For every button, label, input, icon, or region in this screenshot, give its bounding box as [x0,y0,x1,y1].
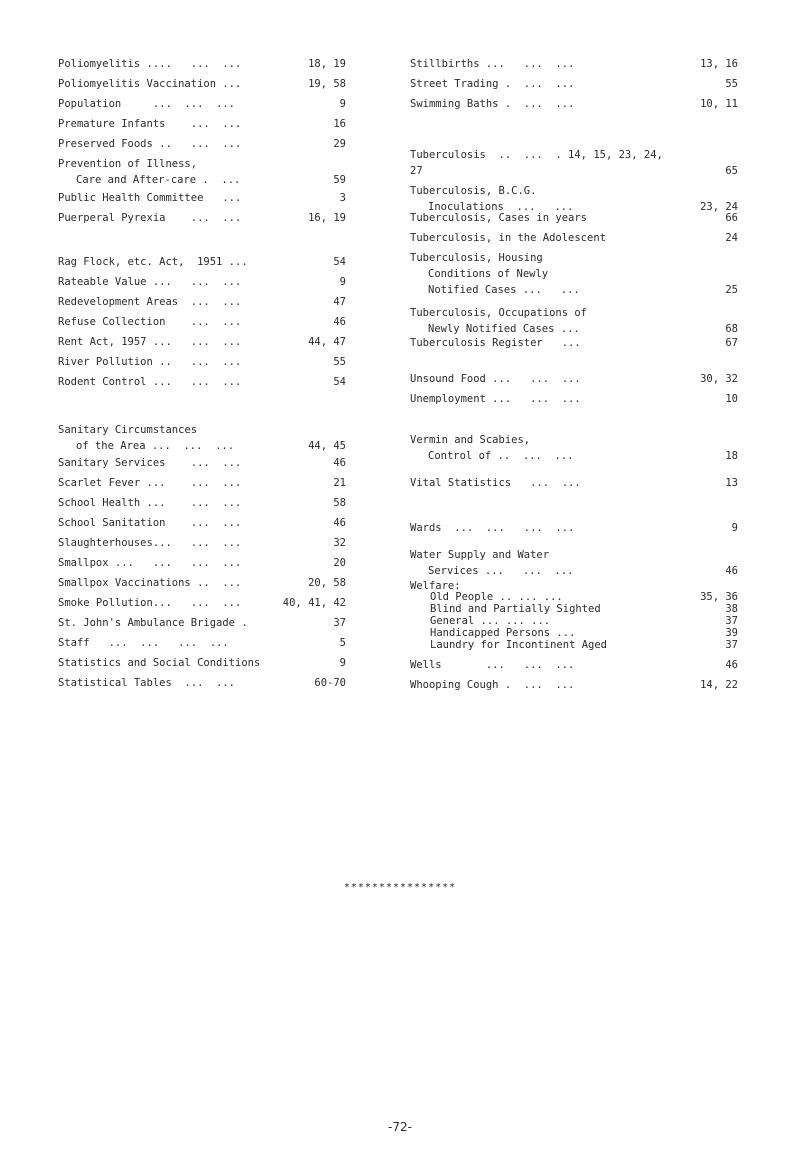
entry-term: Statistics and Social Conditions [58,657,261,669]
entry-pages: 13, 16 [700,58,738,70]
entry-pages: 37 [333,617,346,629]
entry-term: Smallpox ... ... ... ... [58,557,242,569]
index-entry [58,455,346,471]
entry-pages: 39 [725,627,738,639]
entry-pages: 10 [725,393,738,405]
entry-term: Swimming Baths . ... ... [410,98,575,110]
entry-pages: 5 [339,637,346,649]
entry-pages: 18 [725,450,738,462]
entry-term: Care and After-care . ... [76,174,241,186]
entry-term: Tuberculosis, Cases in years [410,212,588,224]
index-entry [410,391,738,407]
index-entry [410,305,738,337]
entry-term: Conditions of Newly [428,268,549,280]
entry-term: Sanitary Circumstances [58,424,198,436]
entry-term: Handicapped Persons ... [430,627,576,639]
entry-term: Tuberculosis, in the Adolescent [410,232,606,244]
entry-pages: 9 [339,276,346,288]
entry-pages: 9 [731,522,738,534]
entry-pages: 14, 22 [700,679,738,691]
entry-term: Services ... ... ... [428,565,574,577]
index-entry [58,116,346,132]
entry-term: Slaughterhouses... ... ... [58,537,242,549]
index-entry [58,210,346,226]
entry-term: Control of .. ... ... [428,450,574,462]
entry-term: Unemployment ... ... ... [410,393,581,405]
entry-pages: 54 [333,376,346,388]
entry-term: Tuberculosis, Occupations of [410,307,588,319]
index-entry [410,627,738,639]
entry-pages: 46 [333,457,346,469]
entry-term: Rag Flock, etc. Act, 1951 ... [58,256,248,268]
entry-pages: 55 [725,78,738,90]
index-entry [58,675,346,691]
index-entry [58,314,346,330]
entry-term: Premature Infants ... ... [58,118,242,130]
entry-pages: 9 [339,98,346,110]
entry-pages: 46 [725,659,738,671]
entry-term: Preserved Foods .. ... ... [58,138,242,150]
entry-pages: 65 [725,165,738,177]
entry-term: Welfare: [410,580,461,592]
entry-pages: 58 [333,497,346,509]
entry-term: Statistical Tables ... ... [58,677,236,689]
entry-term: Water Supply and Water [410,549,550,561]
entry-pages: 37 [725,639,738,651]
entry-pages: 21 [333,477,346,489]
entry-pages: 25 [725,284,738,296]
entry-pages: 46 [725,565,738,577]
entry-term: General ... ... ... [430,615,551,627]
entry-pages: 23, 24 [700,201,738,213]
entry-term: Scarlet Fever ... ... ... [58,477,242,489]
index-entry [410,657,738,673]
index-entry [58,495,346,511]
entry-pages: 67 [725,337,738,349]
entry-term: School Sanitation ... ... [58,517,242,529]
entry-term: Tuberculosis, Housing [410,252,543,264]
entry-term: Staff ... ... ... ... [58,637,229,649]
entry-term: Vermin and Scabies, [410,434,531,446]
entry-term: Vital Statistics ... ... [410,477,581,489]
index-entry [410,210,738,226]
index-entry [410,335,738,351]
entry-term: Tuberculosis, B.C.G. [410,185,537,197]
entry-pages: 16, 19 [308,212,346,224]
entry-term: Inoculations ... ... [428,201,574,213]
entry-term: Laundry for Incontinent Aged [430,639,608,651]
entry-term: Street Trading . ... ... [410,78,575,90]
entry-pages: 16 [333,118,346,130]
entry-term: Rateable Value ... ... ... [58,276,242,288]
index-entry [58,635,346,651]
index-entry [410,56,738,72]
entry-term: Smoke Pollution... ... ... [58,597,242,609]
index-entry [58,374,346,390]
entry-pages: 66 [725,212,738,224]
separator: **************** [343,882,457,893]
entry-term: Rent Act, 1957 ... ... ... [58,336,242,348]
entry-term: Old People .. ... ... [430,591,563,603]
index-entry [410,475,738,491]
entry-pages: 38 [725,603,738,615]
entry-term: Poliomyelitis .... ... ... [58,58,242,70]
entry-term: Sanitary Services ... ... [58,457,242,469]
entry-pages: 3 [339,192,346,204]
index-entry [410,230,738,246]
entry-pages: 29 [333,138,346,150]
index-entry [410,96,738,112]
index-entry [58,575,346,591]
index-entry [58,76,346,92]
entry-term: Stillbirths ... ... ... [410,58,575,70]
entry-term: River Pollution .. ... ... [58,356,242,368]
entry-pages: 10, 11 [700,98,738,110]
entry-term: Unsound Food ... ... ... [410,373,581,385]
entry-pages: 32 [333,537,346,549]
entry-pages: 46 [333,517,346,529]
entry-pages: 18, 19 [308,58,346,70]
index-entry [58,156,346,188]
index-entry [58,535,346,551]
entry-pages: 20, 58 [308,577,346,589]
index-entry [58,475,346,491]
entry-pages: 19, 58 [308,78,346,90]
index-entry [58,334,346,350]
entry-term: Refuse Collection ... ... [58,316,242,328]
entry-term: Population ... ... ... [58,98,236,110]
entry-pages: 60-70 [314,677,346,689]
index-entry [410,432,738,464]
entry-pages: 20 [333,557,346,569]
entry-pages: 13 [725,477,738,489]
entry-term: Poliomyelitis Vaccination ... [58,78,242,90]
index-entry [58,274,346,290]
index-entry [410,639,738,651]
entry-pages: 37 [725,615,738,627]
entry-pages: 44, 47 [308,336,346,348]
entry-term: Notified Cases ... ... [428,284,580,296]
index-entry [58,615,346,631]
entry-term: Wards ... ... ... ... [410,522,575,534]
entry-term: Newly Notified Cases ... [428,323,580,335]
entry-term: Rodent Control ... ... ... [58,376,242,388]
entry-term: Tuberculosis .. ... . 14, 15, 23, 24, 27 [410,149,670,177]
entry-term: Puerperal Pyrexia ... ... [58,212,242,224]
index-entry [58,515,346,531]
index-entry [410,147,738,179]
index-entry [410,76,738,92]
index-entry [410,591,738,603]
index-entry [58,655,346,671]
entry-pages: 44, 45 [308,440,346,452]
entry-term: Whooping Cough . ... ... [410,679,575,691]
index-entry [58,190,346,206]
index-entry [58,96,346,112]
entry-pages: 59 [333,174,346,186]
entry-term: Blind and Partially Sighted [430,603,601,615]
entry-term: Public Health Committee ... [58,192,242,204]
index-entry [58,595,346,611]
entry-term: Redevelopment Areas ... ... [58,296,242,308]
index-entry [410,250,738,298]
index-entry [58,555,346,571]
index-entry [58,254,346,270]
index-entry [410,371,738,387]
index-entry [410,603,738,615]
entry-term: Wells ... ... ... [410,659,575,671]
entry-term: of the Area ... ... ... [76,440,235,452]
index-entry [58,422,346,454]
entry-pages: 35, 36 [700,591,738,603]
page-number: -72- [388,1120,412,1134]
entry-pages: 9 [339,657,346,669]
entry-pages: 30, 32 [700,373,738,385]
index-entry [58,136,346,152]
entry-term: St. John's Ambulance Brigade . [58,617,248,629]
entry-pages: 46 [333,316,346,328]
entry-term: Tuberculosis Register ... [410,337,581,349]
entry-term: Smallpox Vaccinations .. ... [58,577,242,589]
entry-term: Prevention of Illness, [58,158,198,170]
index-entry [58,56,346,72]
index-entry [410,520,738,536]
entry-pages: 47 [333,296,346,308]
entry-pages: 24 [725,232,738,244]
entry-pages: 54 [333,256,346,268]
entry-pages: 68 [725,323,738,335]
index-entry [58,294,346,310]
index-entry [410,615,738,627]
index-entry [410,547,738,579]
index-entry [58,354,346,370]
entry-pages: 55 [333,356,346,368]
entry-term: School Health ... ... ... [58,497,242,509]
index-entry [410,677,738,693]
entry-pages: 40, 41, 42 [282,597,346,609]
